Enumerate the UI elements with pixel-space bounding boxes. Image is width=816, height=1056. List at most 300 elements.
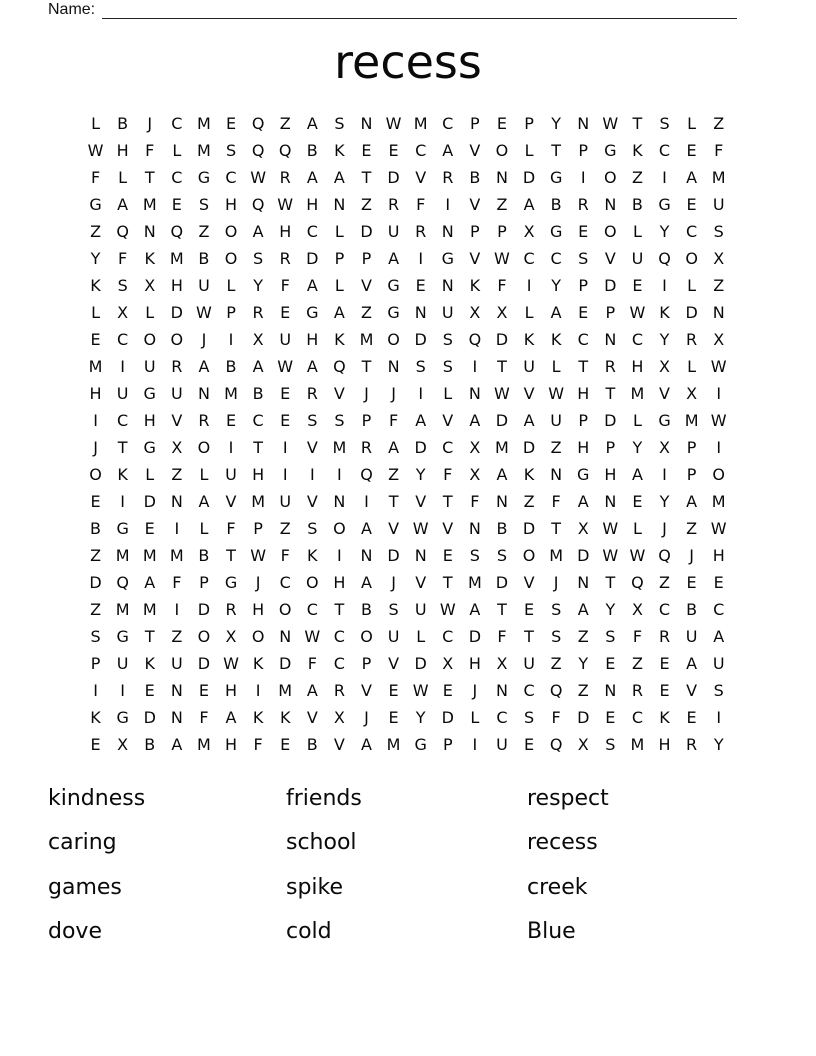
grid-letter: W — [710, 519, 727, 538]
grid-letter: R — [306, 384, 318, 403]
grid-letter: P — [334, 249, 345, 268]
grid-letter: V — [442, 411, 454, 430]
grid-letter: K — [279, 708, 291, 727]
grid-letter: P — [686, 438, 697, 457]
grid-letter: T — [144, 627, 155, 646]
grid-letter: Z — [90, 222, 102, 241]
grid-letter: N — [468, 519, 481, 538]
grid-letter: C — [306, 222, 318, 241]
grid-letter: C — [631, 330, 643, 349]
grid-letter: M — [278, 681, 293, 700]
grid-letter: A — [306, 168, 318, 187]
grid-letter: N — [577, 573, 590, 592]
grid-letter: C — [713, 600, 725, 619]
grid-letter: R — [360, 438, 373, 457]
grid-letter: X — [469, 303, 481, 322]
grid-letter: N — [279, 627, 292, 646]
word-list-column — [48, 777, 286, 955]
grid-letter: F — [388, 411, 399, 430]
grid-letter: N — [360, 546, 373, 565]
grid-letter: W — [710, 357, 727, 376]
grid-letter: T — [524, 627, 534, 646]
grid-letter: B — [144, 735, 156, 754]
grid-letter: P — [361, 411, 372, 430]
grid-letter: D — [604, 276, 617, 295]
grid-letter: A — [713, 627, 725, 646]
grid-letter: N — [360, 114, 373, 133]
grid-letter: B — [90, 519, 102, 538]
grid-letter: Q — [251, 114, 265, 133]
word-search-grid — [82, 110, 732, 758]
grid-letter: A — [225, 708, 237, 727]
grid-letter: E — [686, 573, 697, 592]
grid-letter: H — [143, 411, 156, 430]
grid-letter: K — [523, 465, 535, 484]
grid-letter: G — [387, 276, 400, 295]
grid-letter: O — [604, 168, 617, 187]
grid-letter: T — [632, 114, 643, 133]
grid-letter: C — [496, 708, 508, 727]
grid-letter: B — [686, 600, 698, 619]
grid-letter: V — [686, 681, 698, 700]
grid-letter: G — [197, 168, 211, 187]
grid-letter: V — [523, 384, 535, 403]
grid-letter: X — [523, 222, 535, 241]
grid-letter: X — [631, 600, 643, 619]
grid-letter: T — [551, 141, 562, 160]
grid-letter: V — [361, 276, 372, 295]
grid-letter: T — [334, 600, 345, 619]
grid-letter: E — [388, 681, 399, 700]
grid-letter: K — [117, 465, 128, 484]
grid-letter: P — [686, 465, 697, 484]
grid-letter: E — [523, 735, 535, 754]
grid-letter: N — [333, 492, 346, 511]
grid-letter: B — [306, 141, 318, 160]
grid-letter: V — [225, 492, 237, 511]
grid-letter: F — [307, 654, 317, 673]
grid-letter: I — [472, 735, 478, 754]
grid-letter: E — [442, 546, 453, 565]
grid-letter: Y — [659, 330, 670, 349]
grid-letter: H — [604, 465, 617, 484]
grid-letter: B — [306, 735, 318, 754]
grid-letter: R — [442, 168, 454, 187]
grid-letter: P — [442, 735, 453, 754]
grid-letter: T — [226, 546, 236, 565]
grid-letter: S — [334, 114, 345, 133]
grid-letter: T — [253, 438, 263, 457]
grid-letter: E — [686, 141, 697, 160]
grid-letter: E — [578, 222, 589, 241]
grid-letter: F — [280, 546, 290, 565]
grid-letter: A — [306, 276, 318, 295]
grid-letter: M — [467, 573, 482, 592]
grid-letter: E — [280, 735, 291, 754]
grid-letter: M — [684, 411, 699, 430]
grid-letter: W — [439, 600, 456, 619]
grid-letter: E — [280, 303, 291, 322]
grid-letter: S — [388, 600, 399, 619]
grid-letter: N — [170, 681, 183, 700]
grid-letter: I — [418, 384, 424, 403]
grid-letter: K — [90, 276, 101, 295]
grid-letter: J — [689, 546, 694, 565]
grid-letter: F — [199, 708, 209, 727]
grid-letter: R — [604, 357, 616, 376]
grid-letter: L — [687, 357, 697, 376]
grid-letter: U — [170, 384, 183, 403]
grid-letter: D — [170, 303, 183, 322]
grid-letter: A — [198, 492, 210, 511]
grid-letter: M — [495, 438, 509, 457]
grid-letter: S — [551, 627, 562, 646]
grid-letter: A — [388, 438, 400, 457]
grid-letter: S — [415, 357, 426, 376]
grid-letter: Q — [658, 546, 671, 565]
grid-letter: L — [199, 519, 209, 538]
grid-letter: M — [332, 438, 347, 457]
grid-letter: Z — [550, 438, 562, 457]
grid-letter: E — [713, 573, 724, 592]
grid-letter: I — [472, 357, 478, 376]
grid-letter: A — [306, 114, 318, 133]
grid-letter: L — [551, 357, 561, 376]
grid-letter: A — [469, 411, 481, 430]
grid-letter: E — [605, 708, 616, 727]
grid-letter: N — [495, 492, 508, 511]
grid-letter: W — [250, 168, 267, 187]
grid-letter: N — [143, 222, 156, 241]
grid-letter: H — [631, 357, 644, 376]
grid-letter: Y — [659, 492, 670, 511]
grid-letter: Z — [713, 114, 725, 133]
grid-letter: C — [442, 627, 454, 646]
grid-letter: A — [361, 573, 372, 592]
grid-letter: C — [658, 141, 671, 160]
grid-letter: A — [361, 735, 372, 754]
grid-letter: W — [629, 303, 646, 322]
grid-letter: P — [361, 654, 372, 673]
grid-letter: Y — [659, 222, 670, 241]
grid-letter: L — [687, 114, 697, 133]
grid-letter: J — [553, 573, 559, 592]
grid-letter: D — [522, 438, 536, 457]
grid-letter: B — [550, 195, 562, 214]
grid-letter: M — [630, 735, 645, 754]
grid-letter: M — [224, 384, 238, 403]
grid-letter: R — [333, 681, 345, 700]
grid-letter: O — [685, 249, 698, 268]
grid-letter: L — [334, 276, 344, 295]
grid-letter: Q — [251, 195, 265, 214]
grid-letter: F — [551, 492, 561, 511]
grid-letter: W — [494, 249, 510, 268]
grid-letter: F — [172, 573, 182, 592]
grid-letter: E — [442, 681, 453, 700]
grid-letter: A — [577, 492, 589, 511]
grid-letter: F — [551, 708, 561, 727]
grid-letter: P — [361, 249, 372, 268]
grid-letter: A — [171, 735, 183, 754]
grid-letter: X — [333, 708, 345, 727]
grid-letter: N — [550, 465, 563, 484]
grid-letter: W — [602, 519, 619, 538]
word-list-item: spike — [286, 874, 344, 900]
grid-letter: Z — [388, 465, 400, 484]
grid-letter: Z — [361, 195, 372, 214]
grid-letter: I — [445, 195, 451, 214]
grid-letter: T — [361, 357, 372, 376]
grid-letter: M — [142, 546, 157, 565]
grid-letter: R — [279, 168, 291, 187]
grid-letter: H — [306, 195, 319, 214]
grid-letter: N — [712, 303, 725, 322]
name-blank-line — [102, 2, 737, 19]
grid-letter: V — [604, 249, 616, 268]
grid-letter: D — [414, 654, 427, 673]
grid-letter: B — [496, 519, 508, 538]
grid-letter: S — [90, 627, 101, 646]
grid-letter: P — [578, 411, 589, 430]
grid-letter: M — [142, 195, 157, 214]
grid-letter: X — [225, 627, 237, 646]
grid-letter: B — [631, 195, 643, 214]
grid-letter: A — [577, 600, 589, 619]
grid-letter: J — [93, 438, 98, 457]
grid-letter: S — [523, 708, 535, 727]
grid-letter: Z — [279, 114, 291, 133]
grid-letter: V — [469, 249, 481, 268]
grid-letter: P — [605, 303, 616, 322]
grid-letter: U — [496, 735, 508, 754]
word-list-column — [286, 777, 527, 955]
grid-letter: Z — [631, 168, 643, 187]
grid-letter: J — [662, 519, 667, 538]
grid-letter: C — [117, 330, 129, 349]
grid-letter: F — [90, 168, 101, 187]
grid-letter: J — [391, 384, 396, 403]
grid-letter: C — [171, 114, 183, 133]
grid-letter: U — [116, 384, 129, 403]
grid-letter: G — [116, 519, 129, 538]
grid-letter: O — [224, 249, 238, 268]
grid-letter: H — [306, 330, 319, 349]
grid-letter: Z — [686, 519, 698, 538]
grid-letter: Z — [631, 654, 643, 673]
grid-letter: N — [604, 681, 617, 700]
grid-letter: D — [577, 708, 590, 727]
grid-letter: S — [605, 627, 616, 646]
grid-letter: D — [143, 708, 156, 727]
grid-letter: M — [251, 492, 266, 511]
grid-letter: H — [170, 276, 183, 295]
grid-letter: V — [306, 438, 318, 457]
grid-letter: J — [364, 708, 369, 727]
grid-letter: Y — [578, 654, 589, 673]
grid-letter: O — [89, 465, 102, 484]
grid-letter: R — [388, 195, 400, 214]
grid-letter: T — [497, 600, 507, 619]
grid-letter: E — [280, 384, 291, 403]
grid-letter: O — [495, 141, 509, 160]
grid-letter: S — [253, 249, 264, 268]
grid-letter: I — [309, 465, 315, 484]
grid-letter: F — [416, 195, 426, 214]
grid-letter: N — [414, 303, 427, 322]
grid-letter: P — [605, 438, 616, 457]
grid-letter: P — [226, 303, 236, 322]
grid-letter: L — [470, 708, 480, 727]
word-list-item: caring — [48, 830, 117, 856]
grid-letter: O — [360, 627, 373, 646]
grid-letter: W — [196, 303, 212, 322]
grid-letter: I — [255, 681, 261, 700]
word-list-item: dove — [48, 919, 102, 945]
grid-letter: V — [388, 519, 400, 538]
grid-letter: B — [252, 384, 264, 403]
grid-letter: T — [497, 357, 507, 376]
grid-letter: I — [580, 168, 586, 187]
grid-letter: A — [523, 195, 535, 214]
grid-letter: I — [662, 276, 667, 295]
grid-letter: E — [144, 519, 155, 538]
grid-letter: N — [495, 168, 508, 187]
grid-letter: R — [658, 627, 671, 646]
grid-letter: U — [143, 357, 156, 376]
grid-letter: F — [632, 627, 643, 646]
grid-letter: E — [90, 330, 101, 349]
grid-letter: P — [578, 276, 589, 295]
grid-letter: W — [277, 357, 294, 376]
grid-letter: B — [117, 114, 129, 133]
grid-letter: C — [442, 114, 454, 133]
grid-letter: H — [577, 384, 590, 403]
grid-letter: M — [169, 249, 184, 268]
grid-letter: N — [468, 384, 481, 403]
grid-letter: G — [143, 384, 156, 403]
grid-letter: U — [550, 411, 562, 430]
grid-letter: H — [658, 735, 671, 754]
grid-letter: M — [711, 168, 726, 187]
grid-letter: K — [523, 330, 535, 349]
grid-letter: E — [144, 681, 155, 700]
grid-letter: X — [117, 303, 129, 322]
grid-letter: S — [469, 546, 480, 565]
grid-letter: Q — [278, 141, 292, 160]
grid-letter: C — [523, 681, 535, 700]
grid-letter: D — [495, 411, 509, 430]
grid-letter: J — [472, 681, 478, 700]
grid-letter: X — [171, 438, 183, 457]
grid-letter: E — [523, 600, 535, 619]
grid-letter: J — [201, 330, 207, 349]
grid-letter: R — [415, 222, 427, 241]
grid-letter: Q — [333, 357, 346, 376]
grid-letter: S — [713, 681, 724, 700]
grid-letter: U — [170, 654, 183, 673]
grid-letter: Z — [713, 276, 725, 295]
grid-letter: X — [496, 654, 508, 673]
grid-letter: O — [387, 330, 400, 349]
grid-letter: G — [89, 195, 102, 214]
grid-letter: G — [549, 222, 563, 241]
grid-letter: V — [333, 384, 345, 403]
grid-letter: J — [255, 573, 261, 592]
grid-letter: K — [334, 141, 345, 160]
grid-letter: H — [225, 195, 238, 214]
grid-letter: C — [333, 627, 345, 646]
grid-letter: N — [170, 708, 183, 727]
grid-letter: K — [144, 249, 155, 268]
grid-letter: M — [197, 114, 211, 133]
word-list-item: games — [48, 874, 122, 900]
grid-letter: K — [469, 276, 481, 295]
word-list-item: creek — [527, 874, 588, 900]
grid-letter: H — [577, 438, 590, 457]
grid-letter: S — [496, 546, 508, 565]
grid-letter: S — [334, 411, 345, 430]
grid-letter: D — [495, 330, 509, 349]
grid-letter: A — [496, 465, 508, 484]
grid-letter: Z — [90, 600, 102, 619]
grid-letter: L — [443, 384, 453, 403]
grid-letter: W — [602, 114, 619, 133]
grid-letter: C — [658, 600, 671, 619]
grid-letter: T — [388, 492, 399, 511]
grid-letter: A — [631, 465, 643, 484]
grid-letter: D — [360, 222, 373, 241]
grid-letter: A — [333, 303, 345, 322]
grid-letter: D — [577, 546, 590, 565]
grid-letter: A — [117, 195, 129, 214]
word-list — [48, 777, 768, 955]
grid-letter: C — [279, 573, 291, 592]
grid-letter: C — [523, 249, 535, 268]
grid-letter: D — [279, 654, 292, 673]
grid-letter: D — [522, 519, 536, 538]
grid-letter: W — [710, 411, 727, 430]
grid-letter: K — [632, 141, 643, 160]
grid-letter: M — [142, 600, 157, 619]
grid-letter: I — [337, 465, 342, 484]
grid-letter: G — [116, 627, 129, 646]
grid-letter: D — [306, 249, 319, 268]
grid-letter: C — [415, 141, 427, 160]
grid-letter: A — [361, 519, 372, 538]
grid-letter: L — [91, 303, 100, 322]
grid-letter: W — [494, 384, 510, 403]
grid-letter: F — [470, 492, 480, 511]
grid-letter: C — [306, 600, 318, 619]
grid-letter: V — [333, 735, 345, 754]
grid-letter: U — [441, 303, 454, 322]
grid-letter: V — [469, 141, 481, 160]
grid-letter: U — [279, 330, 292, 349]
grid-letter: F — [280, 276, 290, 295]
grid-letter: L — [416, 627, 426, 646]
grid-letter: I — [120, 492, 125, 511]
grid-letter: V — [442, 519, 454, 538]
grid-letter: Y — [253, 276, 263, 295]
word-list-item: cold — [286, 919, 332, 945]
grid-letter: I — [120, 357, 125, 376]
grid-letter: I — [526, 276, 532, 295]
grid-letter: I — [716, 384, 722, 403]
grid-letter: K — [252, 654, 264, 673]
grid-letter: O — [251, 627, 265, 646]
grid-letter: P — [524, 114, 534, 133]
